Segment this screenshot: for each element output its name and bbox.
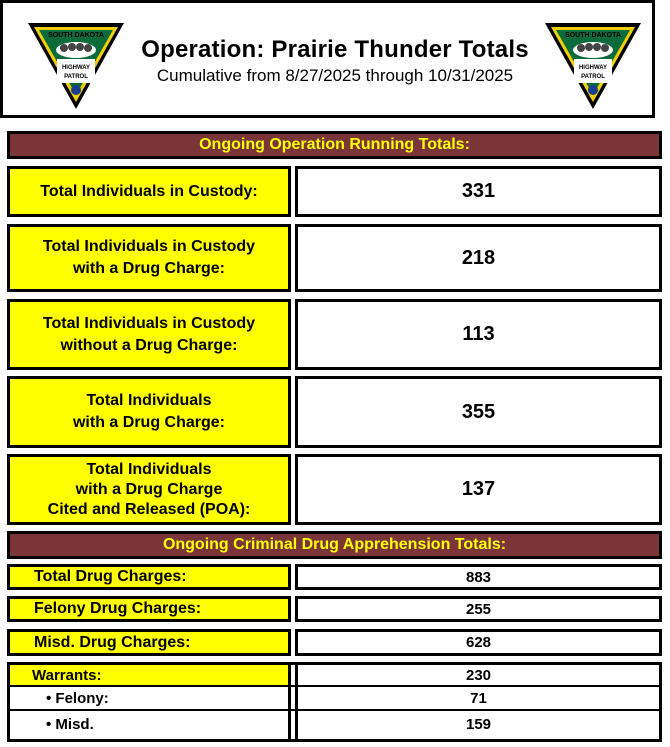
page-subtitle: Cumulative from 8/27/2025 through 10/31/2025 [156,66,514,85]
individuals-with-drug-label [7,376,291,448]
felony-drug-charges-value: 255 [295,596,662,622]
apprehension-totals-banner: Ongoing Criminal Drug Apprehension Totals: [7,531,662,559]
label-line: with a Drug Charge: [72,414,225,431]
misd-drug-charges-value: 628 [295,629,662,656]
custody-without-drug-label [7,299,291,370]
label-line: Total Individuals in Custody: [40,182,258,200]
logo-mid-text: HIGHWAY [61,65,91,71]
label-line: Total Individuals [86,392,212,409]
individuals-with-drug-value: 355 [295,376,662,448]
custody-total-value: 331 [295,166,662,217]
custody-with-drug-label [7,224,291,292]
logo-top-text: SOUTH DAKOTA [48,32,104,39]
cited-released-value: 137 [295,454,662,525]
label-line: Total Individuals [86,460,212,478]
total-drug-charges-label: Total Drug Charges: [7,564,291,590]
warrants-felony-value: 71 [470,689,487,707]
custody-without-drug-value: 113 [295,299,662,370]
warrants-label: Warrants: [32,666,102,684]
warrants-misd-label: • Misd. [46,715,94,733]
logo-bottom-text: PATROL [64,74,88,80]
label-line: Total Individuals in Custody [42,238,256,255]
custody-with-drug-value: 218 [295,224,662,292]
label-line: Cited and Released (POA): [47,500,251,518]
cited-released-label [7,454,291,525]
logo-mid-text: HIGHWAY [578,65,608,71]
logo-top-text: SOUTH DAKOTA [565,32,621,39]
warrants-felony-label: • Felony: [46,689,109,707]
total-drug-charges-value: 883 [295,564,662,590]
label-line: with a Drug Charge: [72,260,225,277]
label-line: without a Drug Charge: [60,336,238,354]
misd-drug-charges-label: Misd. Drug Charges: [7,629,291,656]
running-totals-banner: Ongoing Operation Running Totals: [7,131,662,159]
custody-total-label [7,166,291,217]
warrants-misd-value: 159 [465,715,492,733]
label-line: with a Drug Charge [75,480,223,498]
label-line: Total Individuals in Custody [42,314,256,332]
page-title: Operation: Prairie Thunder Totals [141,36,529,63]
felony-drug-charges-label: Felony Drug Charges: [7,596,291,622]
warrants-value: 230 [465,666,492,684]
logo-bottom-text: PATROL [581,74,605,80]
